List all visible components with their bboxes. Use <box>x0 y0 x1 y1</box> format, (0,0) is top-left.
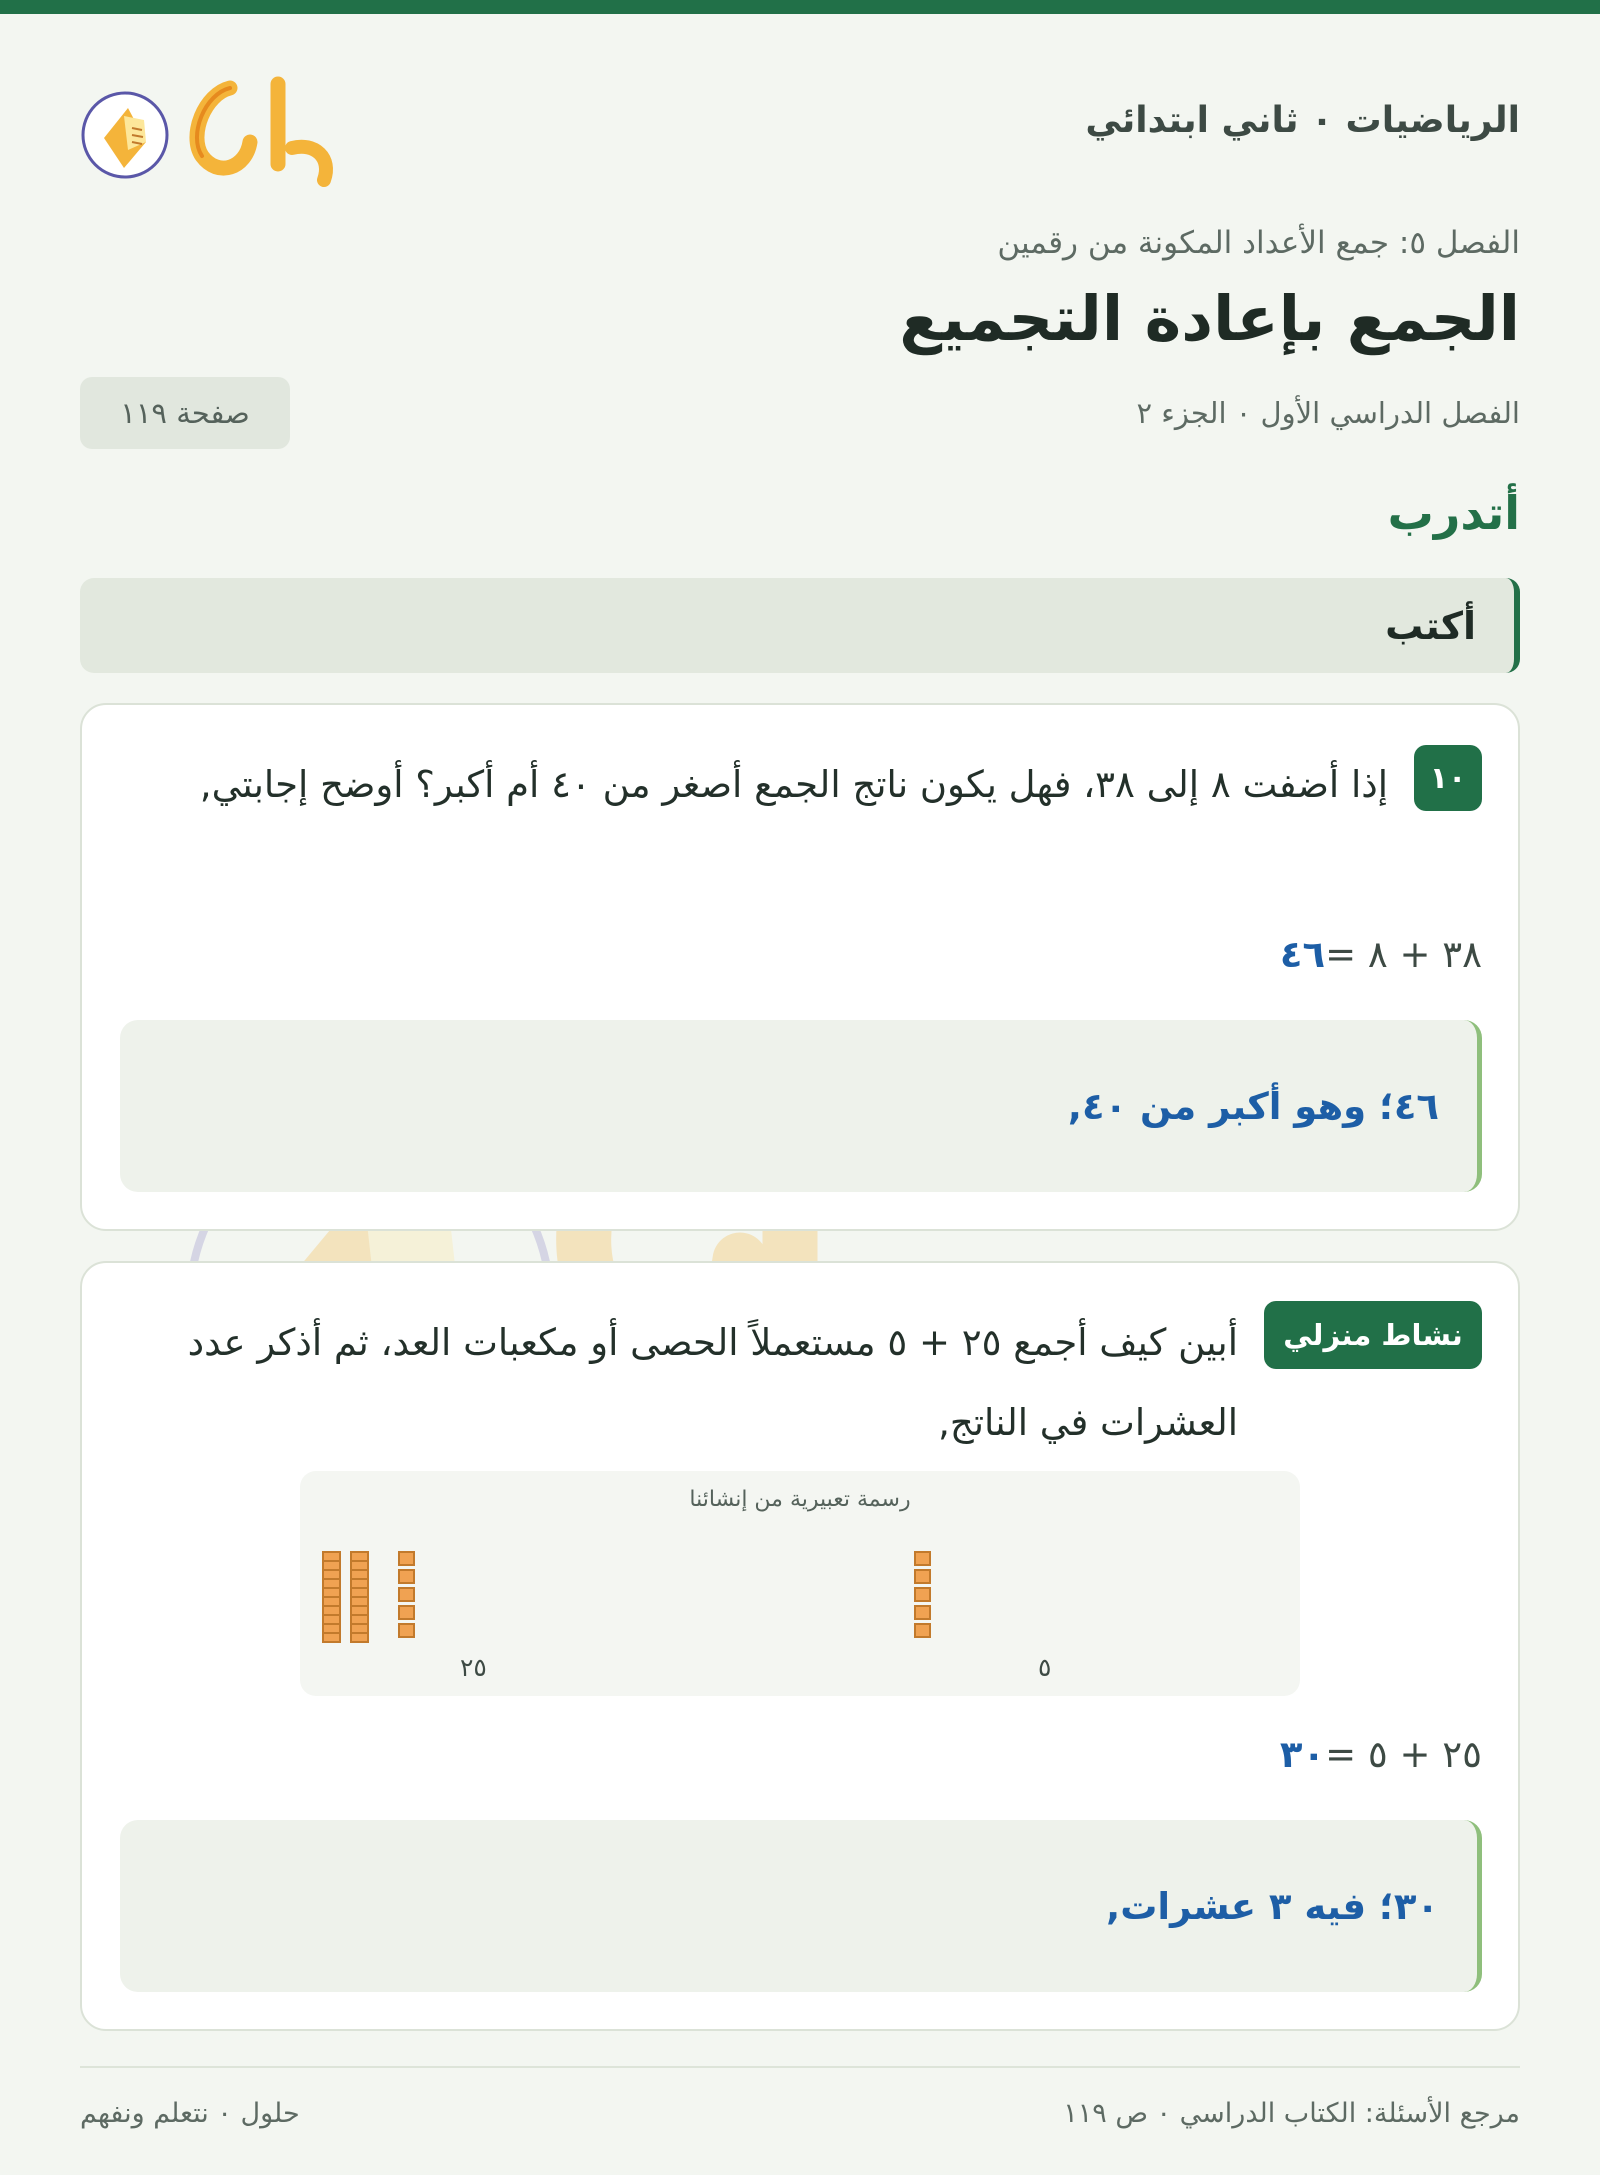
hulul-logo-icon[interactable] <box>80 60 370 210</box>
equation-result: ٤٦ <box>1279 933 1326 976</box>
home-activity-badge: نشاط منزلي <box>1264 1301 1482 1369</box>
question-text: إذا أضفت ٨ إلى ٣٨، فهل يكون ناتج الجمع أصغر من ٤٠ أم أكبر؟ أوضح إجابتي, <box>199 763 1388 806</box>
answer-box: ٣٠؛ فيه ٣ عشرات, <box>120 1820 1482 1992</box>
question-text: أبين كيف أجمع ٢٥ + ٥ مستعملاً الحصى أو مكعبات العد، ثم أذكر عدد العشرات في الناتج, <box>187 1321 1238 1444</box>
equation-lhs: ٢٥ + ٥ = <box>1325 1733 1482 1776</box>
section-title: أتدرب <box>1387 486 1520 540</box>
ten-rod-icon <box>322 1551 341 1643</box>
subsection-header: أكتب <box>80 578 1520 673</box>
unit-cube-icon <box>914 1551 931 1566</box>
page-number-badge: صفحة ١١٩ <box>80 377 290 449</box>
footer-reference: مرجع الأسئلة: الكتاب الدراسي ٠ ص ١١٩ <box>1063 2098 1520 2129</box>
question-card-10 <box>80 703 1520 1231</box>
unit-cube-icon <box>398 1623 415 1638</box>
semester-label: الفصل الدراسي الأول ٠ الجزء ٢ <box>1136 396 1520 430</box>
subject-label: الرياضيات ٠ ثاني ابتدائي <box>1085 100 1520 141</box>
lesson-title: الجمع بإعادة التجميع <box>899 282 1520 355</box>
unit-cube-icon <box>914 1623 931 1638</box>
counting-cubes-illustration <box>300 1471 1300 1696</box>
illustration-caption: رسمة تعبيرية من إنشائنا <box>689 1487 911 1512</box>
equation-result: ٣٠ <box>1279 1733 1326 1776</box>
unit-cube-icon <box>398 1551 415 1566</box>
unit-cube-icon <box>398 1587 415 1602</box>
answer-box: ٤٦؛ وهو أكبر من ٤٠, <box>120 1020 1482 1192</box>
illustration-label-25: ٢٥ <box>460 1653 487 1682</box>
unit-cube-icon <box>398 1569 415 1584</box>
footer-divider <box>80 2066 1520 2068</box>
unit-cube-icon <box>914 1587 931 1602</box>
illustration-label-5: ٥ <box>1038 1653 1052 1682</box>
equation <box>1280 1733 1482 1776</box>
chapter-title: الفصل ٥: جمع الأعداد المكونة من رقمين <box>997 225 1520 261</box>
unit-cube-icon <box>914 1569 931 1584</box>
equation <box>1280 933 1482 976</box>
footer-brand[interactable]: حلول ٠ نتعلم ونفهم <box>80 2098 300 2129</box>
unit-cube-icon <box>398 1605 415 1620</box>
question-number-badge: ١٠ <box>1414 745 1482 811</box>
equation-lhs: ٣٨ + ٨ = <box>1325 933 1482 976</box>
top-accent-bar <box>0 0 1600 14</box>
ten-rod-icon <box>350 1551 369 1643</box>
question-card-home-activity <box>80 1261 1520 2031</box>
page-header <box>80 60 1520 200</box>
unit-cube-icon <box>914 1605 931 1620</box>
